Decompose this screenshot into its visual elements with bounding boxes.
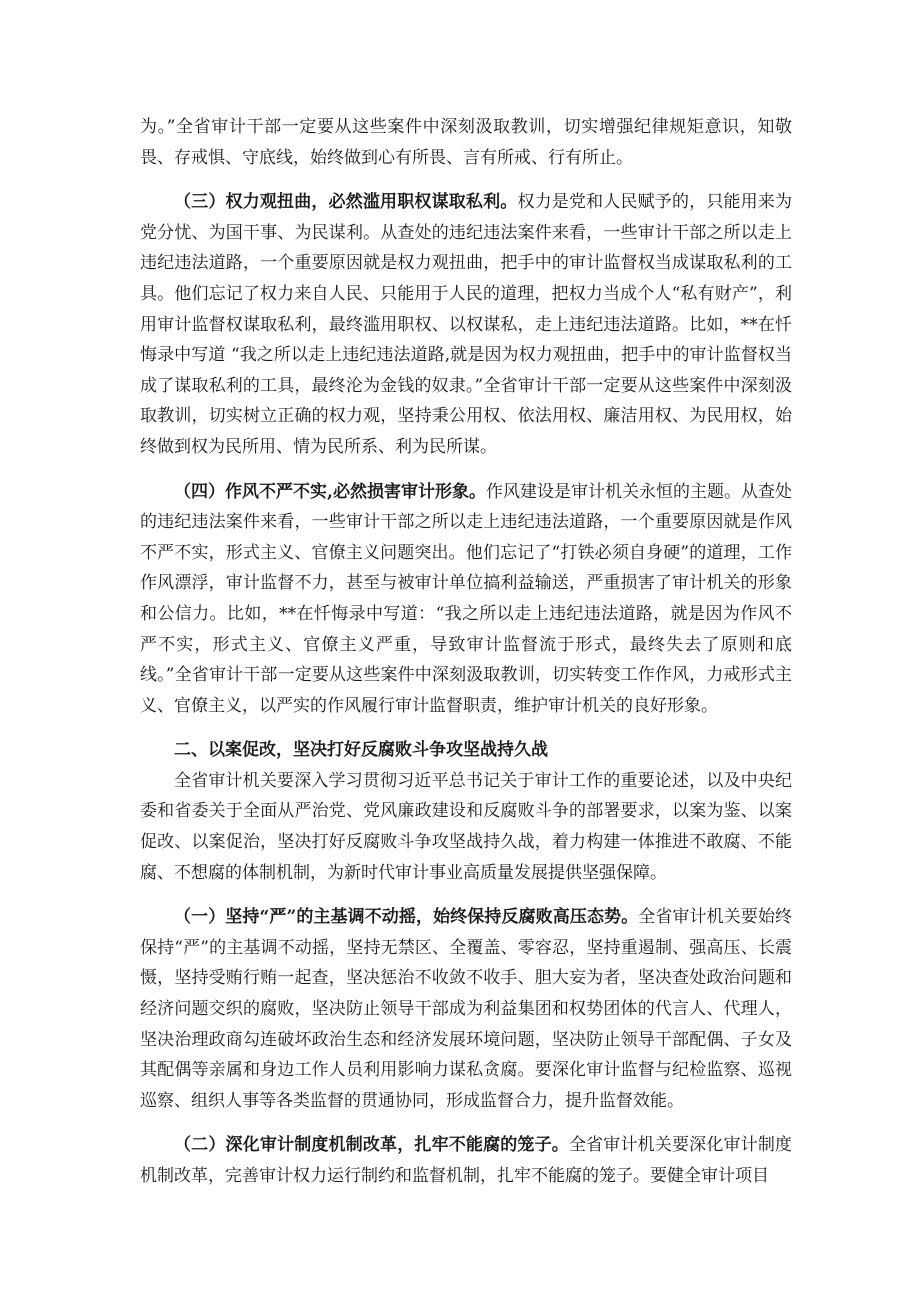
- document-body: [140, 112, 792, 1206]
- paragraph-reform: [140, 1130, 792, 1191]
- paragraph-strict-tone: [140, 902, 792, 1116]
- paragraph-lead-heading: （二）深化审计制度机制改革，扎牢不能腐的笼子。: [174, 1135, 569, 1156]
- paragraph-section-intro: [140, 766, 792, 888]
- paragraph-work-style: [140, 477, 792, 722]
- paragraph-text: 全省审计机关要深入学习贯彻习近平总书记关于审计工作的重要论述，以及中央纪委和省委关于全面从严治党、党风廉政建设和反腐败斗争的部署要求，以案为鉴、以案促改、以案促治，坚决打好反腐败斗争攻坚战持久战，着力构建一体推进不敢腐、不能腐、不想腐的体制机制，为新时代审计事业高质量发展提供坚强保障。: [140, 770, 792, 883]
- paragraph-text: 作风建设是审计机关永恒的主题。从查处的违纪违法案件来看，一些审计干部之所以走上违纪违法道路，一个重要原因就是作风不严不实，形式主义、官僚主义问题突出。他们忘记了“打铁必须自身硬”的道理，工作作风漂浮，审计监督不力，甚至与被审计单位搞利益输送，严重损害了审计机关的形象和公信力。比如，**在忏悔录中写道：“我之所以走上违纪违法道路，就是因为作风不严不实，形式主义、官僚主义严重，导致审计监督流于形式，最终失去了原则和底线。”全省审计干部一定要从这些案件中深刻汲取教训，切实转变工作作风，力戒形式主义、官僚主义，以严实的作风履行审计监督职责，维护审计机关的良好形象。: [140, 481, 793, 716]
- paragraph-power-view: [140, 187, 792, 462]
- paragraph-text: 为。”全省审计干部一定要从这些案件中深刻汲取教训，切实增强纪律规矩意识，知敬畏、存戒惧、守底线，始终做到心有所畏、言有所戒、行有所止。: [140, 117, 792, 168]
- paragraph-continuation: [140, 112, 792, 173]
- paragraph-text: 全省审计机关要深化审计制度机制改革，完善审计权力运行制约和监督机制，扎牢不能腐的笼子。要健全审计项目: [140, 1135, 793, 1186]
- paragraph-lead-heading: （三）权力观扭曲，必然滥用职权谋取私利。: [174, 192, 518, 213]
- paragraph-text: 权力是党和人民赋予的，只能用来为党分忧、为国干事、为民谋利。从查处的违纪违法案件来看，一些审计干部之所以走上违纪违法道路，一个重要原因就是权力观扭曲，把手中的审计监督权当成谋取私利的工具。他们忘记了权力来自人民、只能用于人民的道理，把权力当成个人“私有财产”，利用审计监督权谋取私利，最终滥用职权、以权谋私，走上违纪违法道路。比如，**在忏悔录中写道 “我之所以走上违纪违法道路,就是因为权力观扭曲，把手中的审计监督权当成了谋取私利的工具，最终沦为金钱的奴隶。”全省审计干部一定要从这些案件中深刻汲取教训，切实树立正确的权力观，坚持秉公用权、依法用权、廉洁用权、为民用权，始终做到权为民所用、情为民所系、利为民所谋。: [140, 192, 793, 457]
- section-heading: 二、以案促改，坚决打好反腐败斗争攻坚战持久战: [174, 740, 548, 761]
- paragraph-lead-heading: （四）作风不严不实,必然损害审计形象。: [174, 481, 486, 502]
- paragraph-lead-heading: （一）坚持“严”的主基调不动摇，始终保持反腐败高压态势。: [174, 907, 639, 928]
- paragraph-text: 全省审计机关要始终保持“严”的主基调不动摇，坚持无禁区、全覆盖、零容忍，坚持重遏制、强高压、长震慑，坚持受贿行贿一起查，坚决惩治不收敛不收手、胆大妄为者，坚决查处政治问题和经济问题交织的腐败，坚决防止领导干部成为利益集团和权势团体的代言人、代理人，坚决治理政商勾连破坏政治生态和经济发展环境问题，坚决防止领导干部配偶、子女及其配偶等亲属和身边工作人员利用影响力谋私贪腐。要深化审计监督与纪检监察、巡视巡察、组织人事等各类监督的贯通协同，形成监督合力，提升监督效能。: [140, 907, 792, 1111]
